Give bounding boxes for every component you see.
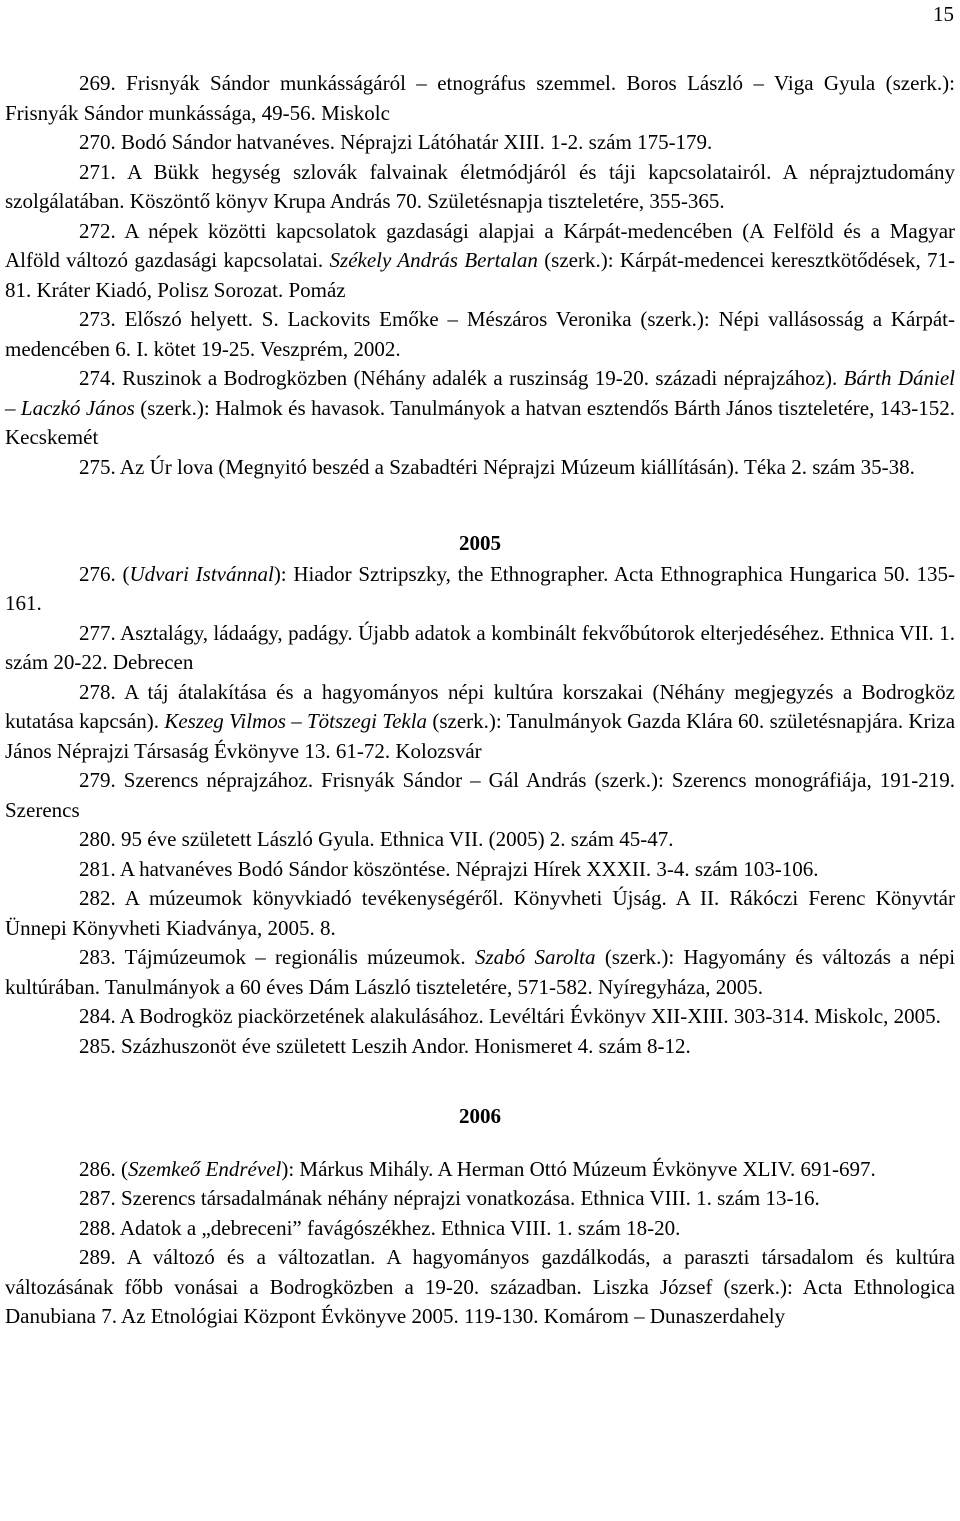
- entry-number: 271.: [79, 159, 116, 184]
- bibliography-entry: [5, 825, 955, 855]
- entry-text: A népek közötti kapcsolatok gazdasági alapjai a Kárpát-medencében (A Felföld és a Magyar Alföld változó gazdasági kapcsolatai.: [5, 218, 956, 272]
- entry-number: 276.: [79, 561, 116, 586]
- entries-group-2006: [5, 1155, 955, 1332]
- entry-number: 275.: [79, 454, 116, 479]
- entry-text: (: [121, 1156, 128, 1181]
- entry-text-rest: (szerk.): Hagyomány és változás a népi kultúrában. Tanulmányok a 60 éves Dám László tiszteletére, 571-582. Nyíregyháza, 2005.: [5, 945, 956, 999]
- entry-editor-italic: Szabó Sarolta: [474, 945, 596, 969]
- entry-text: 95 éve született László Gyula. Ethnica VII. (2005) 2. szám 45-47.: [121, 827, 674, 851]
- entry-number: 278.: [79, 679, 116, 704]
- entry-text: Bodó Sándor hatvanéves. Néprajzi Látóhatár XIII. 1-2. szám 175-179.: [121, 130, 713, 154]
- entry-text: Adatok a „debreceni” favágószékhez. Ethnica VIII. 1. szám 18-20.: [119, 1215, 681, 1240]
- entries-group-2005: [5, 560, 955, 1062]
- bibliography-entry: [5, 1243, 955, 1332]
- entry-editor-italic: Bárth Dániel – Laczkó János: [5, 366, 955, 420]
- entry-number: 279.: [79, 768, 116, 792]
- entry-number: 272.: [79, 218, 116, 243]
- entry-number: 281.: [79, 856, 116, 881]
- bibliography: [5, 69, 955, 1332]
- entry-number: 274.: [79, 366, 116, 390]
- entries-group-top: [5, 69, 955, 482]
- bibliography-entry: [5, 158, 955, 217]
- bibliography-entry: [5, 619, 955, 678]
- entry-number: 284.: [79, 1004, 116, 1028]
- bibliography-entry: [5, 1184, 955, 1214]
- page-number: 15: [933, 2, 954, 26]
- entry-number: 289.: [79, 1245, 116, 1269]
- bibliography-entry: [5, 1155, 955, 1185]
- entry-number: 285.: [79, 1033, 116, 1058]
- entry-text: Előszó helyett. S. Lackovits Emőke – Mészáros Veronika (szerk.): Népi vallásosság a Kárpát-medencében 6. I. kötet 19-25. Veszprém, 2002.: [5, 307, 955, 361]
- bibliography-entry: [5, 678, 955, 767]
- entry-text: Szerencs néprajzához. Frisnyák Sándor – Gál András (szerk.): Szerencs monográfiája, 191-219. Szerencs: [5, 768, 955, 822]
- bibliography-entry: [5, 305, 955, 364]
- entry-text-rest: (szerk.): Halmok és havasok. Tanulmányok a hatvan esztendős Bárth János tiszteletére, 143-152. Kecskemét: [5, 395, 956, 449]
- bibliography-entry: [5, 364, 955, 453]
- entry-text: (: [122, 561, 130, 586]
- bibliography-entry: [5, 560, 955, 619]
- entry-text-rest: ): Márkus Mihály. A Herman Ottó Múzeum Évkönyve XLIV. 691-697.: [281, 1156, 876, 1181]
- entry-editor-italic: Szemkeő Endrével: [128, 1156, 282, 1181]
- bibliography-entry: [5, 217, 955, 306]
- bibliography-entry: [5, 128, 955, 158]
- entry-text: Frisnyák Sándor munkásságáról – etnográfus szemmel. Boros László – Viga Gyula (szerk.): Frisnyák Sándor munkássága, 49-56. Miskolc: [5, 71, 956, 125]
- bibliography-entry: [5, 766, 955, 825]
- entry-number: 287.: [79, 1186, 116, 1210]
- entry-number: 273.: [79, 307, 116, 331]
- entry-editor-italic: Székely András Bertalan: [329, 248, 538, 272]
- entry-number: 280.: [79, 827, 116, 851]
- entry-text: Tájmúzeumok – regionális múzeumok.: [124, 945, 466, 969]
- entry-text: A Bodrogköz piackörzetének alakulásához. Levéltári Évkönyv XII-XIII. 303-314. Miskolc, 2005.: [119, 1004, 941, 1028]
- bibliography-entry: [5, 1032, 955, 1062]
- year-heading-2005: 2005: [459, 531, 501, 555]
- entry-number: 288.: [79, 1215, 116, 1240]
- bibliography-entry: [5, 943, 955, 1002]
- entry-text: Az Úr lova (Megnyitó beszéd a Szabadtéri Néprajzi Múzeum kiállításán). Téka 2. szám 35-38.: [119, 454, 915, 479]
- entry-text-rest: ): Hiador Sztripszky, the Ethnographer. Acta Ethnographica Hungarica 50. 135-161.: [5, 561, 955, 615]
- entry-text-rest: (szerk.): Kárpát-medencei keresztkötődések, 71-81. Kráter Kiadó, Polisz Sorozat. Pomáz: [5, 248, 956, 302]
- bibliography-entry: [5, 884, 955, 943]
- entry-number: 269.: [79, 71, 116, 95]
- entry-text: Százhuszonöt éve született Leszih Andor. Honismeret 4. szám 8-12.: [121, 1033, 691, 1058]
- year-heading-2006: 2006: [459, 1104, 501, 1128]
- bibliography-entry: [5, 453, 955, 483]
- entry-number: 270.: [79, 130, 116, 154]
- entry-text: A táj átalakítása és a hagyományos népi kultúra korszakai (Néhány megjegyzés a Bodrogköz kutatása kapcsán).: [5, 679, 956, 733]
- entry-number: 282.: [79, 886, 116, 910]
- entry-editor-italic: Udvari Istvánnal: [129, 561, 274, 586]
- entry-text: Asztalágy, ládaágy, padágy. Újabb adatok a kombinált fekvőbútorok elterjedéséhez. Ethnica VII. 1. szám 20-22. Debrecen: [5, 620, 956, 674]
- entry-text: Ruszinok a Bodrogközben (Néhány adalék a ruszinság 19-20. századi néprajzához).: [122, 366, 838, 390]
- entry-text: Szerencs társadalmának néhány néprajzi vonatkozása. Ethnica VIII. 1. szám 13-16.: [121, 1186, 820, 1210]
- entry-text: A múzeumok könyvkiadó tevékenységéről. Könyvheti Újság. A II. Rákóczi Ferenc Könyvtár Ünnepi Könyvheti Kiadványa, 2005. 8.: [5, 886, 955, 940]
- entry-text: A Bükk hegység szlovák falvainak életmódjáról és táji kapcsolatairól. A néprajztudomány szolgálatában. Köszöntő könyv Krupa András 70. Születésnapja tiszteletére, 355-365.: [5, 159, 955, 213]
- entry-number: 277.: [79, 620, 116, 645]
- bibliography-entry: [5, 855, 955, 885]
- bibliography-entry: [5, 1214, 955, 1244]
- entry-text-rest: (szerk.): Tanulmányok Gazda Klára 60. születésnapjára. Kriza János Néprajzi Társaság Évkönyve 13. 61-72. Kolozsvár: [5, 709, 956, 763]
- entry-number: 283.: [79, 945, 116, 969]
- bibliography-entry: [5, 69, 955, 128]
- entry-text: A hatvanéves Bodó Sándor köszöntése. Néprajzi Hírek XXXII. 3-4. szám 103-106.: [119, 856, 819, 881]
- entry-editor-italic: Keszeg Vilmos – Tötszegi Tekla: [164, 709, 428, 733]
- entry-text: A változó és a változatlan. A hagyományos gazdálkodás, a paraszti társadalom és kultúra változásának főbb vonásai a Bodrogközben a 19-20. században. Liszka József (szerk.): Acta Ethnologica Danubiana 7. Az Etnológiai Központ Évkönyve 2005. 119-130. Komárom – Dunaszerdahely: [5, 1245, 956, 1328]
- bibliography-entry: [5, 1002, 955, 1032]
- entry-number: 286.: [79, 1156, 116, 1181]
